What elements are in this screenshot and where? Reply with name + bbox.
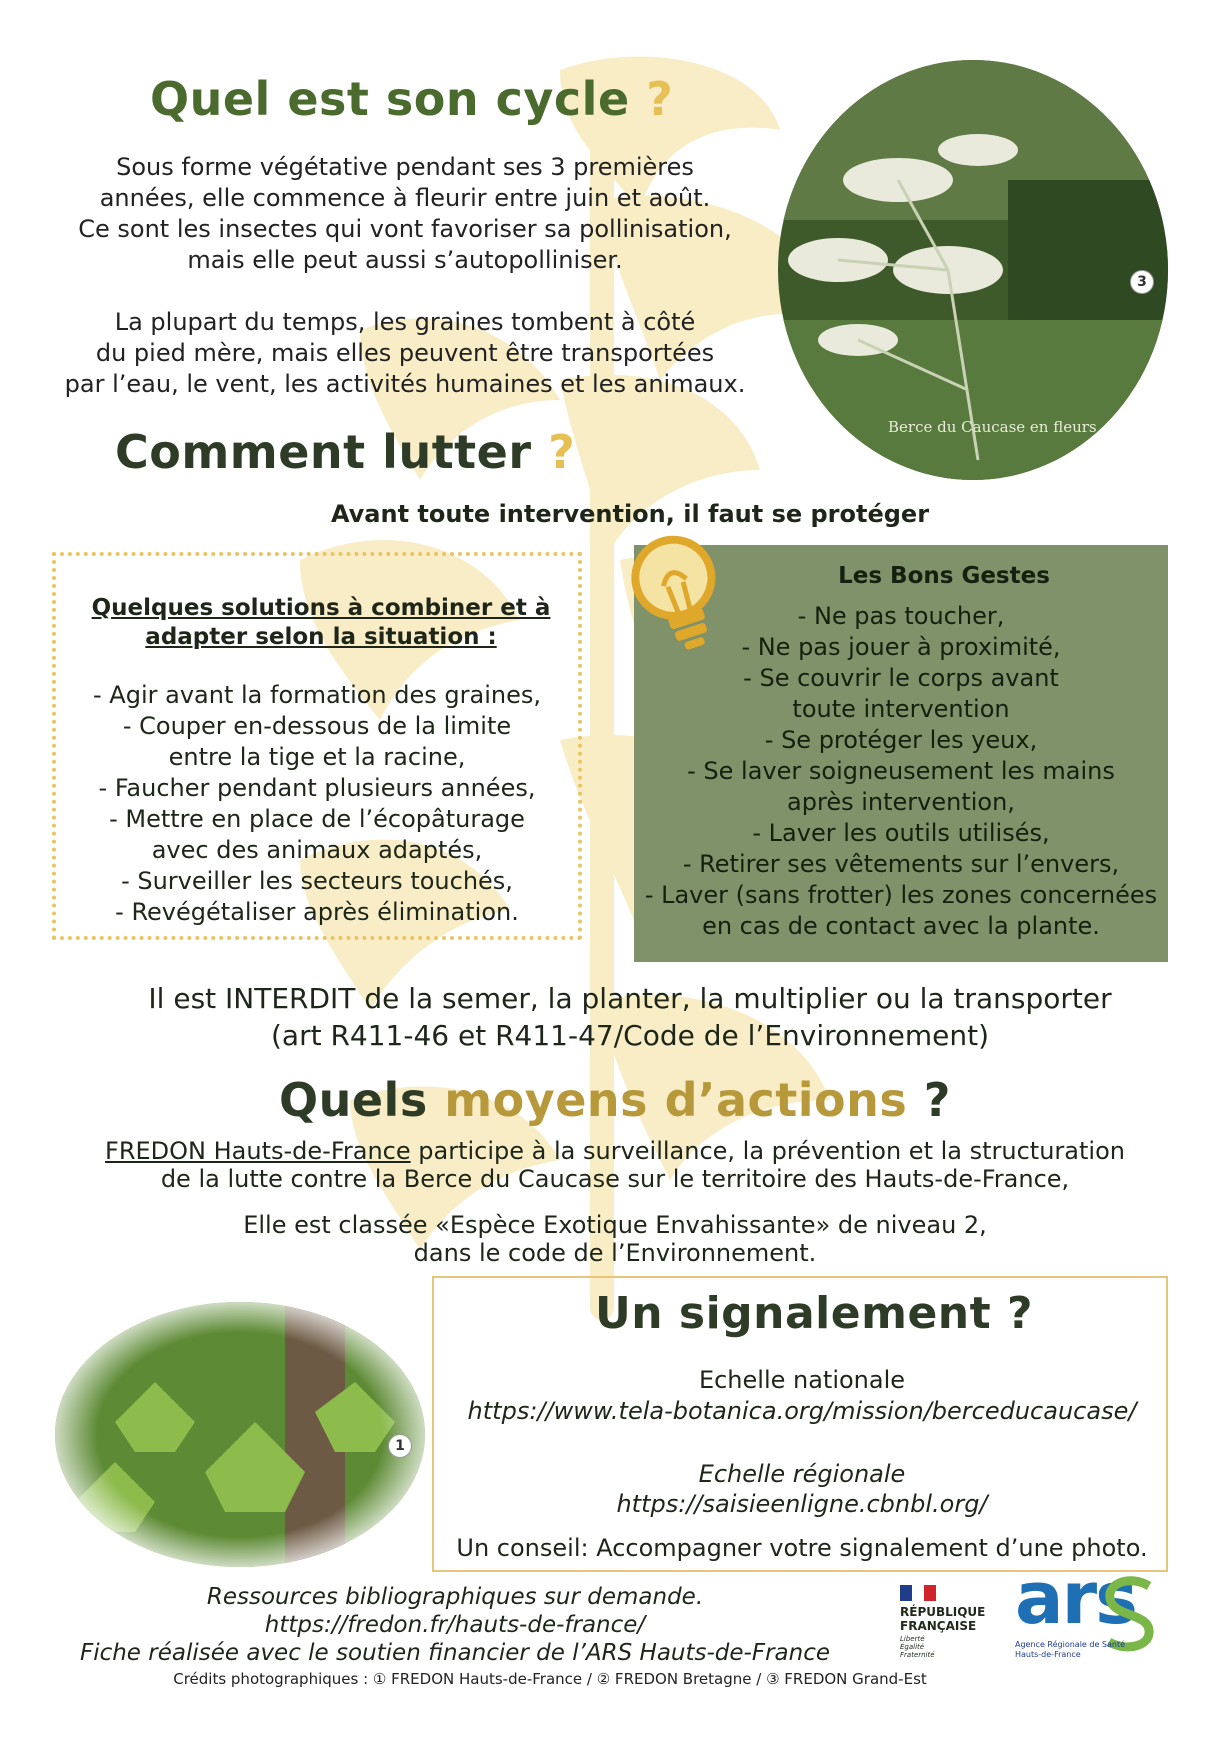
list-item: - Ne pas toucher,: [797, 602, 1005, 630]
list-item: - Couper en-dessous de la limite: [122, 712, 512, 740]
lutter-title-text: Comment lutter: [115, 425, 532, 479]
list-item: - Se couvrir le corps avant: [743, 664, 1059, 692]
text-line: Ressources bibliographiques sur demande.: [206, 1584, 704, 1610]
leaf-photo: [55, 1302, 425, 1567]
list-item: - Ne pas jouer à proximité,: [741, 633, 1061, 661]
list-item: toute intervention: [792, 695, 1010, 723]
solutions-box: [52, 552, 582, 940]
solutions-title: [66, 594, 576, 652]
lutter-title: [115, 425, 575, 479]
list-item: en cas de contact avec la plante.: [702, 912, 1100, 940]
text-line: (art R411-46 et R411-47/Code de l’Environnement): [270, 1019, 990, 1052]
cycle-paragraph-2: [45, 307, 765, 400]
list-item: - Retirer ses vêtements sur l’envers,: [682, 850, 1120, 878]
text-line: années, elle commence à fleurir entre juin et août.: [99, 184, 711, 212]
text-line: adapter selon la situation :: [145, 624, 497, 650]
text-line: Fiche réalisée avec le soutien financier de l’ARS Hauts-de-France: [79, 1640, 831, 1666]
text-line: Sous forme végétative pendant ses 3 premières: [116, 153, 694, 181]
lutter-subtitle: Avant toute intervention, il faut se protéger: [330, 500, 930, 528]
rf-motto: Égalité: [900, 1643, 925, 1651]
rf-line-2: FRANÇAISE: [900, 1619, 977, 1633]
list-item: après intervention,: [787, 788, 1015, 816]
fredon-site-link[interactable]: https://fredon.fr/hauts-de-france/: [264, 1612, 646, 1638]
signalement-title-question: ?: [991, 1288, 1033, 1339]
list-item: entre la tige et la racine,: [168, 743, 466, 771]
regional-label: Echelle régionale: [698, 1460, 906, 1488]
signalement-title: [524, 1288, 1104, 1339]
list-item: - Laver les outils utilisés,: [752, 819, 1050, 847]
text-line: de la lutte contre la Berce du Caucase sur le territoire des Hauts-de-France,: [160, 1165, 1070, 1193]
list-item: avec des animaux adaptés,: [151, 836, 483, 864]
cycle-title-question: ?: [629, 72, 674, 126]
actions-title-b: moyens d’actions: [444, 1073, 908, 1127]
list-item: - Agir avant la formation des graines,: [93, 681, 541, 709]
rf-motto: Liberté: [900, 1635, 925, 1643]
actions-title-a: Quels: [279, 1073, 445, 1127]
french-flag-icon: [900, 1585, 936, 1601]
ars-subtitle: Hauts-de-France: [1015, 1650, 1081, 1659]
national-url-link[interactable]: https://www.tela-botanica.org/mission/berceducaucase/: [467, 1397, 1137, 1425]
bons-gestes-title: Les Bons Gestes: [838, 563, 1050, 589]
signalement-title-text: Un signalement: [595, 1288, 992, 1339]
rf-line-1: RÉPUBLIQUE: [900, 1605, 986, 1619]
photo-caption: Berce du Caucase en fleurs: [888, 418, 1097, 436]
ars-subtitle: Agence Régionale de Santé: [1015, 1640, 1126, 1649]
actions-title-question: ?: [907, 1073, 951, 1127]
list-item: - Surveiller les secteurs touchés,: [121, 867, 513, 895]
photo-credits: Crédits photographiques : ① FREDON Hauts-de-France / ② FREDON Bretagne / ③ FREDON Grand-Est: [173, 1670, 927, 1688]
republique-francaise-logo: [900, 1585, 1010, 1675]
photo-credit-badge: 3: [1130, 270, 1154, 294]
list-item: - Mettre en place de l’écopâturage: [109, 805, 525, 833]
regional-url-link[interactable]: https://saisieenligne.cbnbl.org/: [616, 1490, 988, 1518]
text-line: La plupart du temps, les graines tombent à côté: [114, 308, 696, 336]
flower-photo: [778, 60, 1168, 480]
flower-photo-illustration: [778, 60, 1168, 480]
interdit-statement: [80, 980, 1180, 1054]
lightbulb-icon: [628, 532, 728, 667]
photo-credit-badge: 1: [388, 1434, 412, 1458]
classification-paragraph: [160, 1211, 1070, 1267]
text-line: Il est INTERDIT de la semer, la planter, la multiplier ou la transporter: [148, 982, 1112, 1015]
text-line: du pied mère, mais elles peuvent être transportées: [95, 339, 715, 367]
rf-motto: Fraternité: [900, 1651, 935, 1659]
text-line: mais elle peut aussi s’autopolliniser.: [187, 246, 623, 274]
text-line: Ce sont les insectes qui vont favoriser sa pollinisation,: [78, 215, 732, 243]
text-line: dans le code de l’Environnement.: [413, 1239, 817, 1267]
list-item: - Laver (sans frotter) les zones concernées: [644, 881, 1158, 909]
text-line: par l’eau, le vent, les activités humaines et les animaux.: [64, 370, 746, 398]
footer-text: [55, 1583, 855, 1667]
text-line: Elle est classée «Espèce Exotique Envahissante» de niveau 2,: [243, 1211, 987, 1239]
solutions-list: [60, 680, 574, 928]
list-item: - Se laver soigneusement les mains: [687, 757, 1115, 785]
signalement-box: [432, 1276, 1168, 1572]
actions-paragraph: [40, 1137, 1190, 1193]
fredon-link[interactable]: FREDON Hauts-de-France: [105, 1137, 411, 1165]
text-line: participe à la surveillance, la prévention et la structuration: [410, 1137, 1125, 1165]
actions-title: [200, 1073, 1030, 1127]
text-line: Quelques solutions à combiner et à: [91, 595, 551, 621]
list-item: - Revégétaliser après élimination.: [115, 898, 519, 926]
cycle-paragraph-1: [55, 152, 755, 276]
list-item: - Se protéger les yeux,: [764, 726, 1038, 754]
list-item: - Faucher pendant plusieurs années,: [98, 774, 536, 802]
cycle-title-text: Quel est son cycle: [150, 72, 630, 126]
cycle-title: [150, 72, 673, 126]
conseil-text: Un conseil: Accompagner votre signalement d’une photo.: [456, 1534, 1148, 1562]
lutter-title-question: ?: [531, 425, 576, 479]
leaf-photo-illustration: [55, 1302, 425, 1567]
ars-logo-text: ars: [1015, 1556, 1136, 1640]
national-label: Echelle nationale: [698, 1366, 906, 1394]
ars-logo: [1015, 1556, 1175, 1670]
